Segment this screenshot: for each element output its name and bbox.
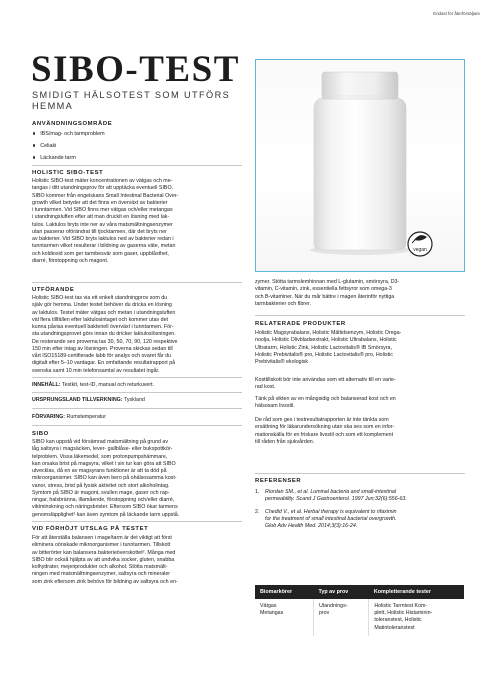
divider: [32, 425, 242, 426]
holistic-text: Holistic SIBO-test mäter koncentrationen av vätgas och me- tangas i ditt utandningsprov för att upptäcka eventuell SIBO. SIBO kommer från engelskans Small Intestinal Bacterial Over- growth vilket betyder att det finns en överväxt av bakterier i tunntarmen. Vid SIBO finns mer vätgas och/eller metangas i utandningsluften efter att man druckit en lösning med lak- tulos. Laktulos bryts inte ner av våra matsmältningsenzymer utan passerar oförändrat till tjocktarmen, där det bryts ner av bakterier. Vid SIBO bryts laktulos ned av bakterier redan i tunntarmen vilket resulterar i bildning av gaserna väte, metan och koldioxid som ger tarmbesvär som gaser, uppblåsthet, diarré, förstoppning och magont.: [32, 178, 179, 264]
page-title: SIBO-TEST: [31, 49, 240, 90]
biomarker-cell: Vätgas Metangas: [255, 599, 313, 636]
column-header: Typ av prov: [313, 585, 368, 599]
continued-text: zymer. Stötta tarmslemhinnan med L-glutamin, smörsyra, D3- vitamin, C-vitamin, zink, essentiella fettsyror som omega-3 och B-vitaminer. När du mår bättre i magen återinför nyttiga tarmbakterier och fibrer.: [255, 279, 400, 307]
supplement-note: Kosttillskott bör inte användas som ett alternativ till en varie- rad kost.: [255, 377, 396, 391]
elevated-result-text: För att återställa balansen i mage/tarm är det viktigt att först eliminera oönskade mikroorganismer i tunntarmen. Tillskott av bitterörter kan balansera bakterieöverskottet². Många med SIBO blir också hjälpta av att undvika socker, gluten, snabba kolhydrater, mejeriprodukter och alkohol. Stötta matsmält- ningen med matsmältningsenzymer, saltsyra och mineraler som zink eftersom zink behövs för bildning av saltsyra och en-: [32, 535, 178, 585]
application-item: Läckande tarm: [33, 155, 76, 161]
product-photo: [255, 59, 465, 272]
holistic-heading: HOLISTIC SIBO-TEST: [32, 170, 104, 176]
vegan-badge-icon: [408, 232, 432, 256]
divider: [32, 377, 242, 378]
complementary-tests-cell: Holistic Tarmtest Kom- plett, Holistic Histaminin- toleranstest, Holistic Matintoleranstest: [374, 603, 433, 631]
column-header: Biomarkörer: [255, 585, 313, 599]
retailer-note: Endast för återförsäljare: [433, 11, 480, 16]
application-heading: ANVÄNDNINGSOMRÅDE: [32, 121, 113, 127]
diet-note: Tänk på vikten av en mångsidig och balanserad kost och en hälsosam livsstil.: [255, 396, 396, 410]
procedure-text: Holistic SIBO-test tas via ett enkelt utandningprov som du själv gör hemma. Under testet behöver du dricka en lösning av laktulos. Testet mäter vätgas och metan i utandningsluften vid flera tillfällen efter laktulosintaget och kommer utav det kunna påvisa eventuell bakteriell överväxt i tunntarmen. För- sta utandningsprovet görs innan du dricker laktuloslösningen. De resterande sex proverna tas 30, 50, 70, 90, 120 respektive 150 min efter intag av lösningen. Proverna skickas sedan till vårt ISO15189-certifierade labb för analys och svaret får du digitalt efter 5–10 vardagar. En omfattande resultatrapport på svenska samt 10 min telefonsamtal av resultatet ingår.: [32, 295, 178, 374]
sibo-text: SIBO kan uppstå vid försämrad matsmältning på grund av låg saltsyra i magsäcken, lever- gallblåse- eller bukspottkör- telproblem. Vissa läkemedel, som protonpumpshämmare, kan orsaka brist på magsyra, vilket i sin tur kan göra att SIBO utvecklas, då en av magsyrans funktioner är att ta död på mikroorganismer. SIBO kan även bero på ohälsosamma kost- vanor, stress, brist på fysisk aktivitet och stort alkoholintag. Symtom på SIBO är magont, svullen mage, gaser och rap- ningar, halsbränna, illamående, förstoppning och/eller diarré, viktminskning och näringsbrister. Eftersom SIBO ökar tarmens genomsläpplighet¹ kan även symtom på läckande tarm uppstå.: [32, 439, 180, 518]
sibo-heading: SIBO: [32, 431, 49, 437]
contents-line: INNEHÅLL: Testkit, test-ID, manual och returkuvert.: [32, 382, 155, 388]
application-item: IBS/mag- och tarmproblem: [33, 131, 105, 137]
divider: [32, 165, 242, 166]
elevated-result-heading: VID FÖRHÖJT UTSLAG PÅ TESTET: [32, 526, 149, 532]
supplement-jar-image: [256, 60, 463, 270]
divider: [32, 392, 242, 393]
divider: [32, 282, 242, 283]
origin-line: URSPRUNGSLAND TILLVERKNING: Tyskland: [32, 397, 145, 403]
test-table: [255, 585, 464, 636]
reference-item: 2. Chedid V., et al. Herbal therapy is equivalent to rifaximin for the treatment of small intestinal bacterial overgrowth. Glob Adv Health Med. 2014;3(3):16-24.: [255, 509, 397, 530]
references-heading: REFERENSER: [255, 478, 302, 484]
divider: [255, 473, 465, 474]
advice-note: De råd som ges i testresultatrapporten är inte tänkta som ersättning för läkarundersökning utan ska ses som en infor- mationskälla för en friskare livsstil och som ett komplement till råden från sjukvården.: [255, 417, 395, 445]
divider: [32, 521, 242, 522]
svg-text:vegan: vegan: [413, 247, 427, 253]
table-row: [255, 599, 464, 636]
column-header: Kompletterande tester: [369, 585, 464, 599]
related-products-text: Holistic Magsyrabalans, Holistic Mältidsenzym, Holistic Orega- noolja, Holistic Olivbladsextrakt, Holistic Ultrabalans, Holistic Ultratarm, Holistic Zink, Holistic Lactovitalis® IB Smörsyra, Holistic Prebivitalis® pro, Holistic Lactovitalis® pro, Holistic Prebivitalis® ekologisk: [255, 330, 402, 365]
page-subtitle: SMIDIGT HÄLSOTEST SOM UTFÖRS HEMMA: [32, 90, 231, 111]
sample-type-cell: Utandnings- prov: [313, 599, 368, 636]
application-item: Celiaki: [33, 143, 56, 149]
divider: [255, 315, 465, 316]
related-heading: RELATERADE PRODUKTER: [255, 321, 346, 327]
reference-item: 1. Riordan SM., et al. Luminal bacteria and small-intestinal permeability. Scand J Gastroenterol. 1997 Jun;32(6):556-63.: [255, 489, 407, 503]
table-header-row: [255, 585, 464, 599]
procedure-heading: UTFÖRANDE: [32, 287, 75, 293]
storage-line: FÖRVARING: Rumstemperatur: [32, 414, 106, 420]
divider: [32, 408, 242, 409]
